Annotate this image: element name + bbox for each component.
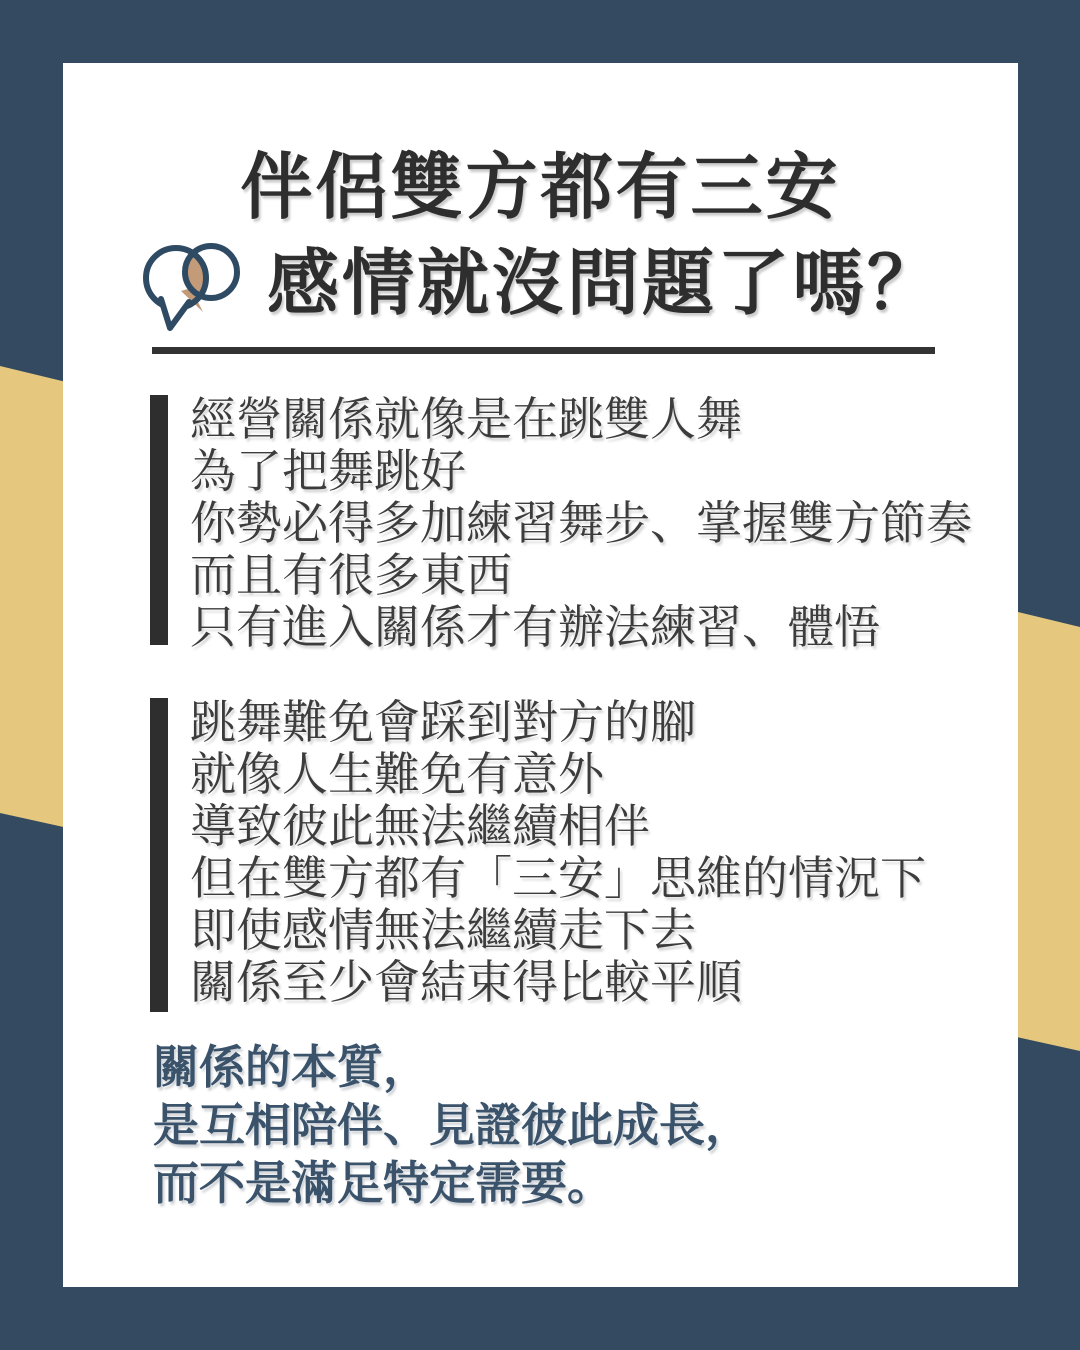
text-line: 導致彼此無法繼續相伴 [190,800,650,852]
conclusion-text [153,1038,751,1212]
speech-bubbles-icon [139,233,251,335]
text-line: 你勢必得多加練習舞步、掌握雙方節奏 [190,497,972,549]
quote-bar [150,395,168,645]
text-line: 而不是滿足特定需要。 [153,1157,613,1209]
quote-block-stepping-on-feet [150,696,926,1012]
text-line: 而且有很多東西 [190,549,512,601]
text-line: 就像人生難免有意外 [190,748,604,800]
quote-block-dance-practice [150,393,972,653]
text-line: 關係的本質， [153,1041,429,1093]
text-line: 即使感情無法繼續走下去 [190,904,696,956]
page-title-line1: 伴侶雙方都有三安 [240,148,841,228]
page-title-line2: 感情就沒問題了嗎？ [266,244,942,324]
content-card [63,63,1018,1287]
text-line: 為了把舞跳好 [190,445,466,497]
quote-text [190,393,972,653]
text-line: 但在雙方都有「三安」思維的情況下 [190,852,926,904]
title-row [63,233,1018,335]
text-line: 跳舞難免會踩到對方的腳 [190,696,696,748]
title-divider-rule [152,347,935,354]
text-line: 經營關係就像是在跳雙人舞 [190,393,742,445]
quote-bar [150,698,168,1012]
title-block [63,143,1018,335]
text-line: 是互相陪伴、見證彼此成長， [153,1099,751,1151]
quote-text [190,696,926,1008]
text-line: 只有進入關係才有辦法練習、體悟 [190,601,880,653]
text-line: 關係至少會結束得比較平順 [190,956,742,1008]
